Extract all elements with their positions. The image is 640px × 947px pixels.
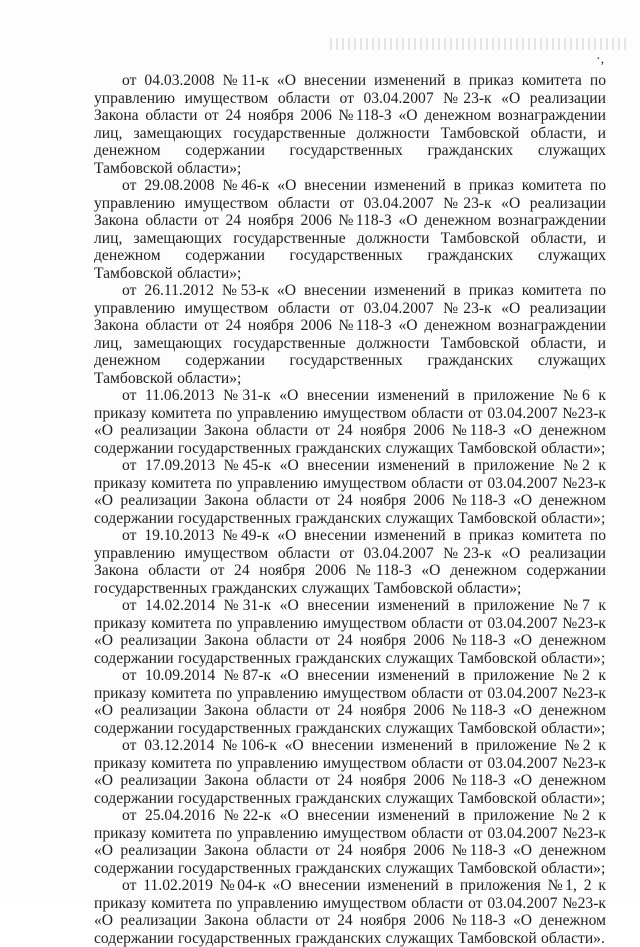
paragraph-order-2008-11: от 04.03.2008 №11-к «О внесении изменений в приказ комитета по управлению имуществом области от 03.04.2007 №23-к «О реализации Закона области от 24 ноября 2006 №118-З «О денежном вознаграждении лиц, замещающих государственные должности Тамбовской области, и денежном содержании государственных гражданских служащих Тамбовской области»; bbox=[94, 72, 606, 177]
paragraph-order-2013-49: от 19.10.2013 №49-к «О внесении изменений в приказ комитета по управлению имуществом области от 03.04.2007 №23-к «О реализации Закона области от 24 ноября 2006 №118-З «О денежном содержании государственных гражданских служащих Тамбовской области»; bbox=[94, 527, 606, 597]
paragraph-order-2019-04: от 11.02.2019 №04-к «О внесении изменений в приложения №1, 2 к приказу комитета по управлению имуществом области от 03.04.2007 №23-к «О реализации Закона области от 24 ноября 2006 №118-З «О денежном содержании государственных гражданских служащих Тамбовской области». bbox=[94, 877, 606, 947]
paragraph-order-2013-31: от 11.06.2013 №31-к «О внесении изменений в приложение №6 к приказу комитета по управлению имуществом области от 03.04.2007 №23-к «О реализации Закона области от 24 ноября 2006 №118-З «О денежном содержании государственных гражданских служащих Тамбовской области»; bbox=[94, 387, 606, 457]
paragraph-order-2014-87: от 10.09.2014 №87-к «О внесении изменений в приложение №2 к приказу комитета по управлению имуществом области от 03.04.2007 №23-к «О реализации Закона области от 24 ноября 2006 №118-З «О денежном содержании государственных гражданских служащих Тамбовской области»; bbox=[94, 667, 606, 737]
scan-mark: ·, bbox=[596, 52, 605, 67]
paragraph-order-2014-106: от 03.12.2014 №106-к «О внесении изменений в приложение №2 к приказу комитета по управлению имуществом области от 03.04.2007 №23-к «О реализации Закона области от 24 ноября 2006 №118-З «О денежном содержании государственных гражданских служащих Тамбовской области»; bbox=[94, 737, 606, 807]
paragraph-order-2012-53: от 26.11.2012 №53-к «О внесении изменений в приказ комитета по управлению имуществом области от 03.04.2007 №23-к «О реализации Закона области от 24 ноября 2006 №118-З «О денежном вознаграждении лиц, замещающих государственные должности Тамбовской области, и денежном содержании государственных гражданских служащих Тамбовской области»; bbox=[94, 282, 606, 387]
paragraph-order-2014-31: от 14.02.2014 №31-к «О внесении изменений в приложение №7 к приказу комитета по управлению имуществом области от 03.04.2007 №23-к «О реализации Закона области от 24 ноября 2006 №118-З «О денежном содержании государственных гражданских служащих Тамбовской области»; bbox=[94, 597, 606, 667]
paragraph-order-2013-45: от 17.09.2013 №45-к «О внесении изменений в приложение №2 к приказу комитета по управлению имуществом области от 03.04.2007 №23-к «О реализации Закона области от 24 ноября 2006 №118-З «О денежном содержании государственных гражданских служащих Тамбовской области»; bbox=[94, 457, 606, 527]
document-body bbox=[94, 72, 606, 947]
paragraph-order-2016-22: от 25.04.2016 №22-к «О внесении изменений в приложение №2 к приказу комитета по управлению имуществом области от 03.04.2007 №23-к «О реализации Закона области от 24 ноября 2006 №118-З «О денежном содержании государственных гражданских служащих Тамбовской области»; bbox=[94, 807, 606, 877]
paragraph-order-2008-46: от 29.08.2008 №46-к «О внесении изменений в приказ комитета по управлению имуществом области от 03.04.2007 №23-к «О реализации Закона области от 24 ноября 2006 №118-З «О денежном вознаграждении лиц, замещающих государственные должности Тамбовской области, и денежном содержании государственных гражданских служащих Тамбовской области»; bbox=[94, 177, 606, 282]
scan-artifact bbox=[330, 38, 630, 50]
